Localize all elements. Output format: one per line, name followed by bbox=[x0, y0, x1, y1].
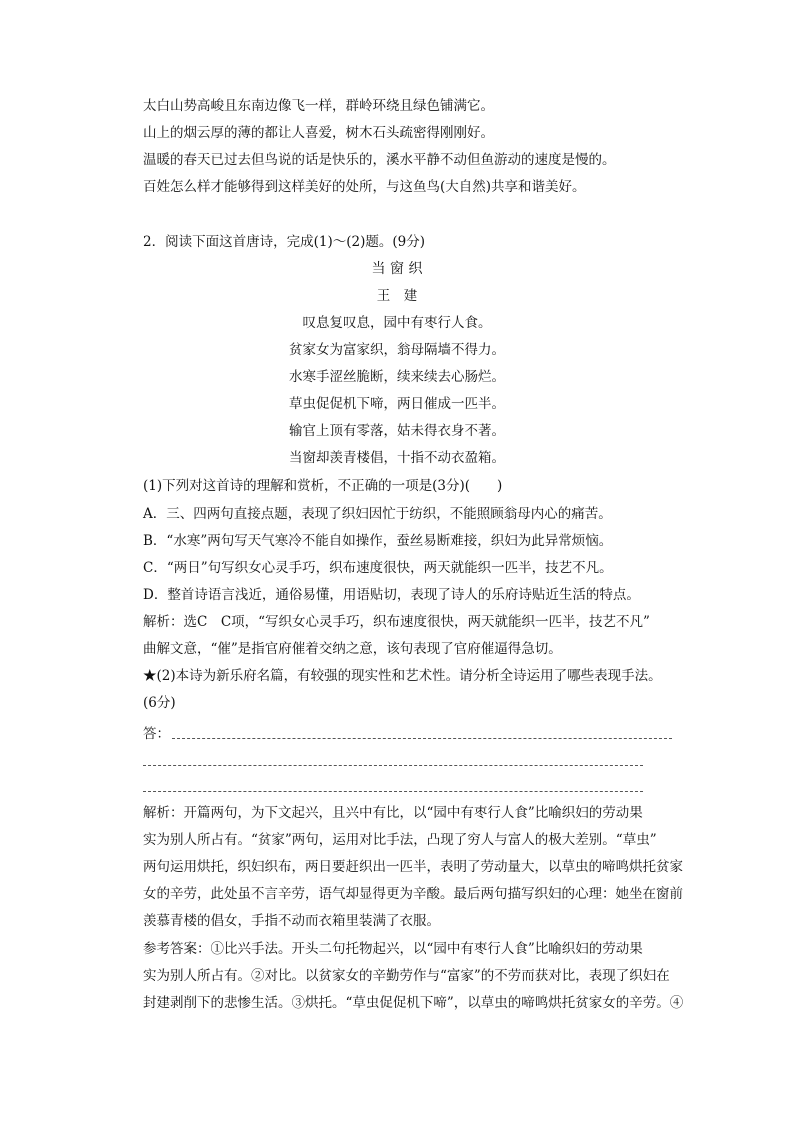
answer-blank-line-3[interactable] bbox=[143, 791, 643, 792]
reference-line-1: 参考答案：①比兴手法。开头二句托物起兴，以“园中有枣行人食”比喻织妇的劳动果 bbox=[143, 941, 643, 957]
question-prompt: 2．阅读下面这首唐诗，完成(1)～(2)题。(9分) bbox=[143, 234, 425, 250]
option-b: B．“水寒”两句写天气寒冷不能自如操作，蚕丝易断难接，织妇为此异常烦恼。 bbox=[143, 533, 613, 549]
option-c: C．“两日”句写织女心灵手巧，织布速度很快，两天就能织一匹半，技艺不凡。 bbox=[143, 560, 613, 576]
answer-blank-line-2[interactable] bbox=[143, 765, 643, 766]
reference-line-3: 封建剥削下的悲惨生活。③烘托。“草虫促促机下啼”，以草虫的啼鸣烘托贫家女的辛劳。④ bbox=[143, 995, 684, 1011]
sub2-analysis-line-2: 实为别人所占有。“贫家”两句，运用对比手法，凸现了穷人与富人的极大差别。“草虫” bbox=[143, 832, 657, 848]
translation-line-2: 山上的烟云厚的薄的都让人喜爱，树木石头疏密得刚刚好。 bbox=[143, 125, 494, 141]
poem-title: 当 窗 织 bbox=[371, 261, 423, 277]
poem-line-3: 水寒手涩丝脆断，续来续去心肠烂。 bbox=[289, 369, 505, 385]
sub2-stem-line-2: (6分) bbox=[143, 695, 176, 711]
sub1-analysis-line-2: 曲解文意，“催”是指官府催着交纳之意，该句表现了官府催逼得急切。 bbox=[143, 641, 562, 657]
translation-line-1: 太白山势高峻且东南边像飞一样，群岭环绕且绿色铺满它。 bbox=[143, 98, 494, 114]
translation-line-3: 温暖的春天已过去但鸟说的话是快乐的，溪水平静不动但鱼游动的速度是慢的。 bbox=[143, 152, 616, 168]
option-a: A．三、四两句直接点题，表现了织妇因忙于纺织，不能照顾翁母内心的痛苦。 bbox=[143, 506, 612, 522]
sub1-stem: (1)下列对这首诗的理解和赏析，不正确的一项是(3分)( ) bbox=[143, 478, 503, 494]
poem-line-5: 输官上顶有零落，姑未得衣身不著。 bbox=[289, 423, 505, 439]
poem-author: 王 建 bbox=[376, 288, 418, 304]
sub1-analysis-line-1: 解析：选C C项，“写织女心灵手巧，织布速度很快，两天就能织一匹半，技艺不凡” bbox=[143, 614, 650, 630]
answer-label: 答： bbox=[143, 726, 170, 742]
reference-line-2: 实为别人所占有。②对比。以贫家女的辛勤劳作与“富家”的不劳而获对比，表现了织妇在 bbox=[143, 968, 670, 984]
poem-line-2: 贫家女为富家织，翁母隔墙不得力。 bbox=[289, 342, 505, 358]
sub2-analysis-line-3: 两句运用烘托，织妇织布，两日要赶织出一匹半，表明了劳动量大，以草虫的啼鸣烘托贫家 bbox=[143, 859, 683, 875]
sub2-analysis-line-4: 女的辛劳，此处虽不言辛劳，语气却显得更为辛酸。最后两句描写织妇的心理：她坐在窗前 bbox=[143, 886, 683, 902]
sub2-stem-line-1: ★(2)本诗为新乐府名篇，有较强的现实性和艺术性。请分析全诗运用了哪些表现手法。 bbox=[143, 668, 662, 684]
poem-line-1: 叹息复叹息，园中有枣行人食。 bbox=[302, 315, 492, 331]
poem-line-4: 草虫促促机下啼，两日催成一匹半。 bbox=[289, 396, 505, 412]
option-d: D．整首诗语言浅近，通俗易懂，用语贴切，表现了诗人的乐府诗贴近生活的特点。 bbox=[143, 587, 640, 603]
poem-line-6: 当窗却羡青楼倡，十指不动衣盈箱。 bbox=[289, 450, 505, 466]
translation-line-4: 百姓怎么样才能够得到这样美好的处所，与这鱼鸟(大自然)共享和谐美好。 bbox=[143, 179, 586, 195]
sub2-analysis-line-1: 解析：开篇两句，为下文起兴，且兴中有比，以“园中有枣行人食”比喻织妇的劳动果 bbox=[143, 805, 643, 821]
answer-blank-line-1[interactable] bbox=[172, 738, 672, 739]
sub2-analysis-line-5: 羡慕青楼的倡女，手指不动而衣箱里装满了衣服。 bbox=[143, 913, 440, 929]
